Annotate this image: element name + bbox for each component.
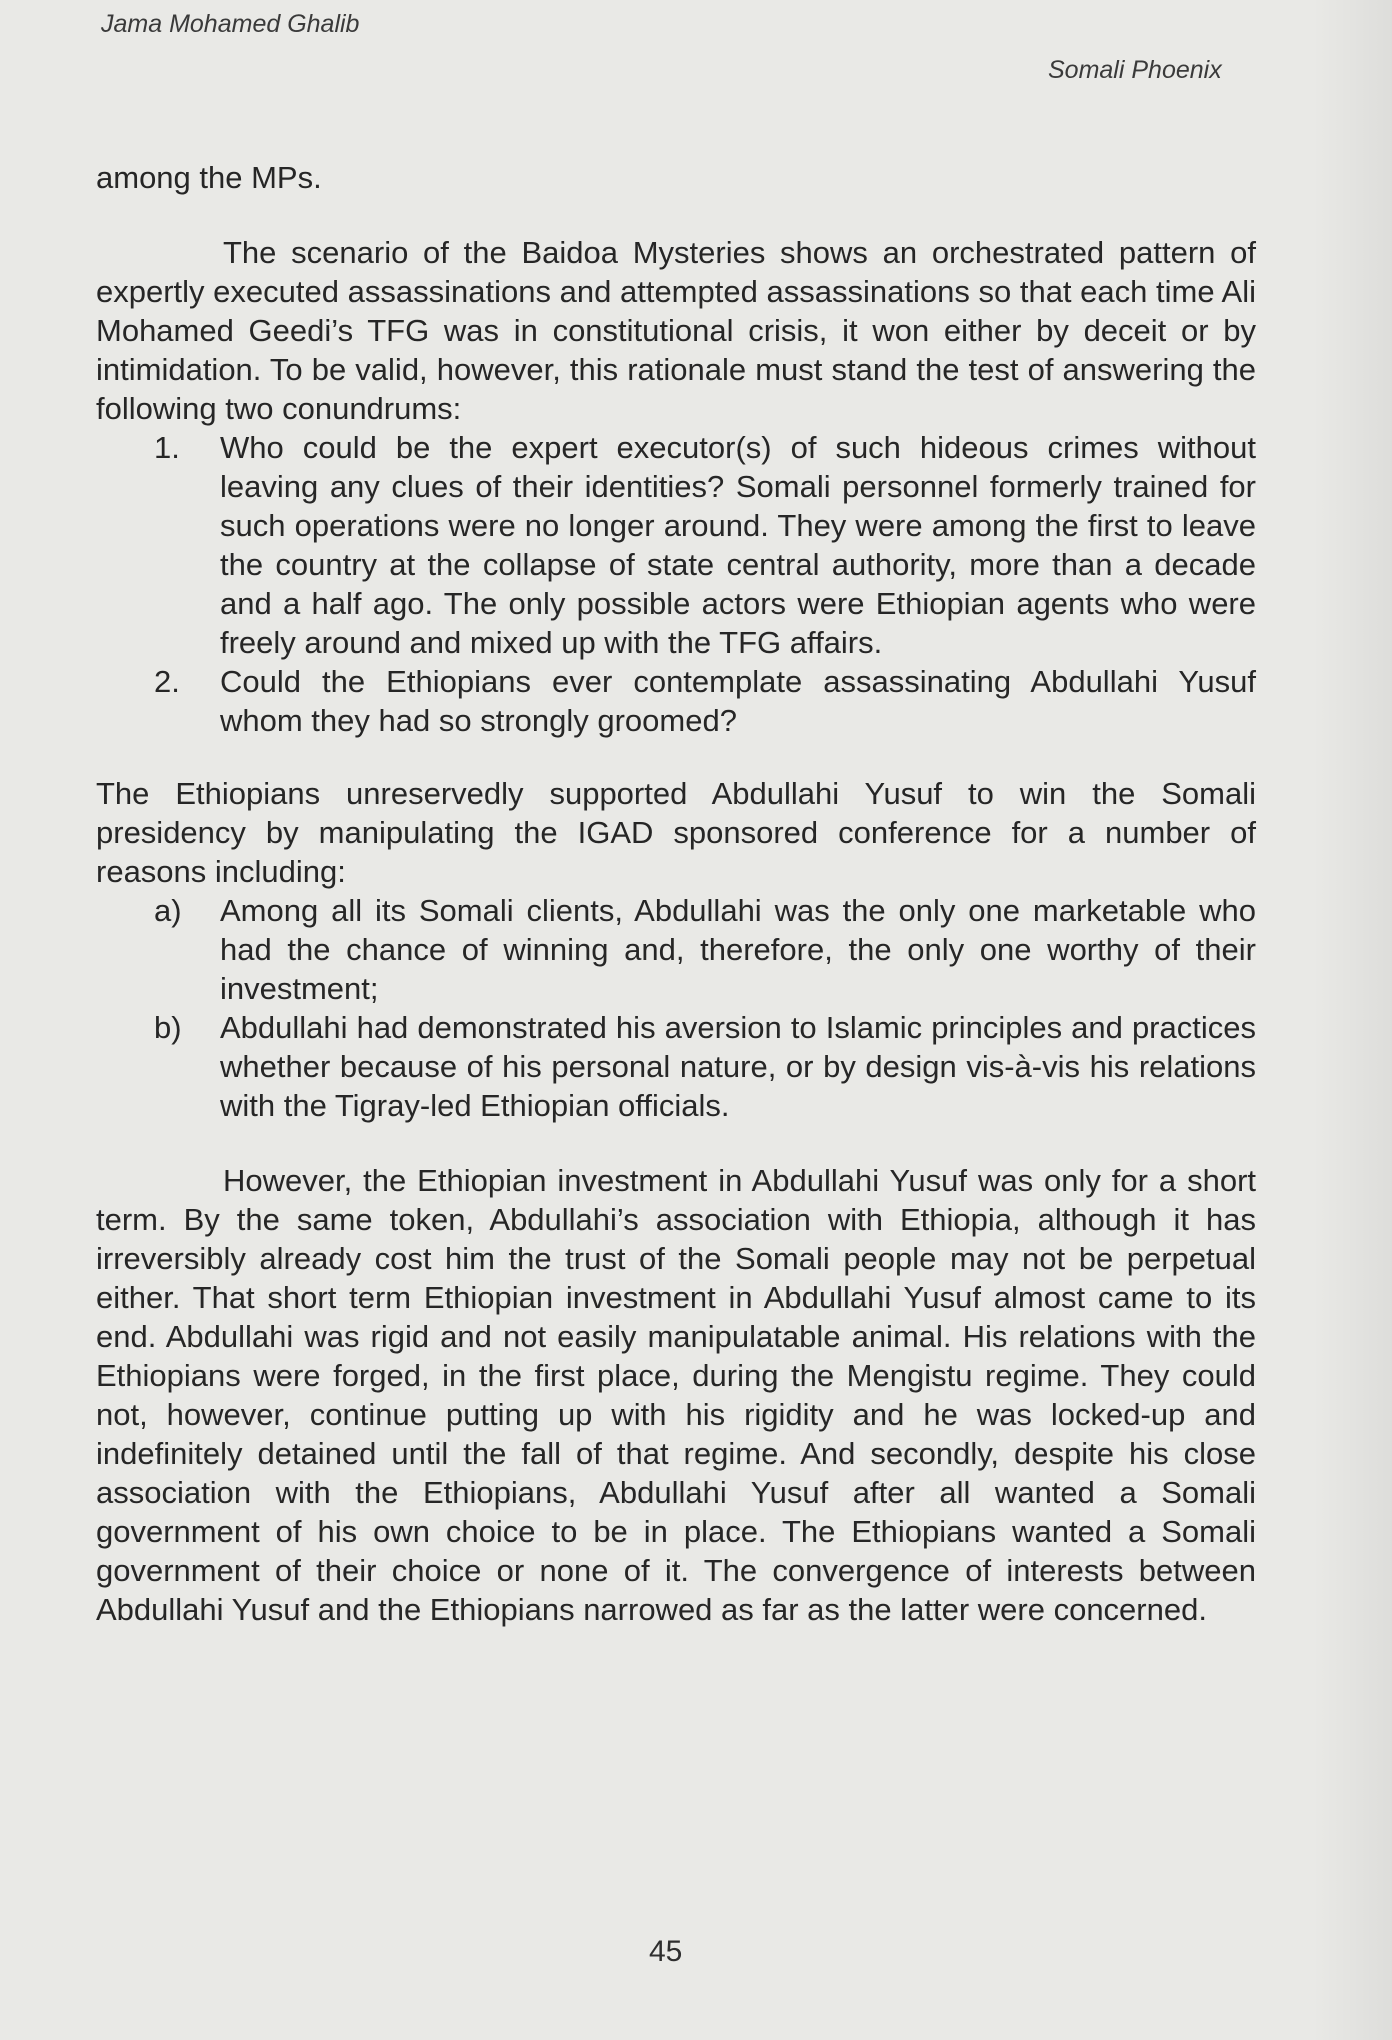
list-item-text: Abdullahi had demonstrated his aversion to Islamic principles and practices whether because of his personal nature, or by design vis-à-vis his relations with the Tigray-led Ethiopian officials. xyxy=(220,1010,1256,1123)
list-item xyxy=(96,891,1256,1008)
list-marker: a) xyxy=(154,893,182,928)
paragraph-gap xyxy=(96,197,1256,233)
list-item xyxy=(96,662,1256,740)
paragraph-short-term-investment: However, the Ethiopian investment in Abdullahi Yusuf was only for a short term. By the same token, Abdullahi’s association with Ethiopia, although it has irreversibly already cost him the trust of the Somali people may not be perpetual either. That short term Ethiopian investment in Abdullahi Yusuf almost came to its end. Abdullahi was rigid and not easily manipulatable animal. His relations with the Ethiopians were forged, in the first place, during the Mengistu regime. They could not, however, continue putting up with his rigidity and he was locked-up and indefinitely detained until the fall of that regime. And secondly, despite his close association with the Ethiopians, Abdullahi Yusuf after all wanted a Somali government of his own choice to be in place. The Ethiopians wanted a Somali government of their choice or none of it. The convergence of interests between Abdullahi Yusuf and the Ethiopians narrowed as far as the latter were concerned. xyxy=(96,1163,1256,1627)
running-header-author: Jama Mohamed Ghalib xyxy=(101,10,360,38)
page-body xyxy=(96,158,1256,1629)
paragraph-baidoa-mysteries: The scenario of the Baidoa Mysteries shows an orchestrated pattern of expertly executed assassinations and attempted assassinations so that each time Ali Mohamed Geedi’s TFG was in constitutional crisis, it won either by deceit or by intimidation. To be valid, however, this rationale must stand the test of answering the following two conundrums: xyxy=(96,235,1256,426)
page-shadow xyxy=(1312,0,1392,2040)
list-item xyxy=(96,1008,1256,1125)
list-marker: b) xyxy=(154,1010,182,1045)
list-marker: 2. xyxy=(154,664,180,699)
paragraph-gap xyxy=(96,1125,1256,1161)
conundrums-list xyxy=(96,428,1256,740)
page-number: 45 xyxy=(649,1935,683,1968)
list-item-text: Among all its Somali clients, Abdullahi was the only one marketable who had the chance of winning and, therefore, the only one worthy of their investment; xyxy=(220,893,1256,1006)
opening-line: among the MPs. xyxy=(96,160,322,195)
reasons-list xyxy=(96,891,1256,1125)
list-item xyxy=(96,428,1256,662)
list-item-text: Who could be the expert executor(s) of such hideous crimes without leaving any clues of their identities? Somali personnel formerly trained for such operations were no longer around. They were among the first to leave the country at the collapse of state central authority, more than a decade and a half ago. The only possible actors were Ethiopian agents who were freely around and mixed up with the TFG affairs. xyxy=(220,430,1256,660)
running-header-title: Somali Phoenix xyxy=(1048,56,1222,84)
list-item-text: Could the Ethiopians ever contemplate assassinating Abdullahi Yusuf whom they had so strongly groomed? xyxy=(220,664,1256,738)
paragraph-ethiopian-support: The Ethiopians unreservedly supported Abdullahi Yusuf to win the Somali presidency by manipulating the IGAD sponsored conference for a number of reasons including: xyxy=(96,776,1256,889)
paragraph-gap xyxy=(96,740,1256,774)
list-marker: 1. xyxy=(154,430,180,465)
